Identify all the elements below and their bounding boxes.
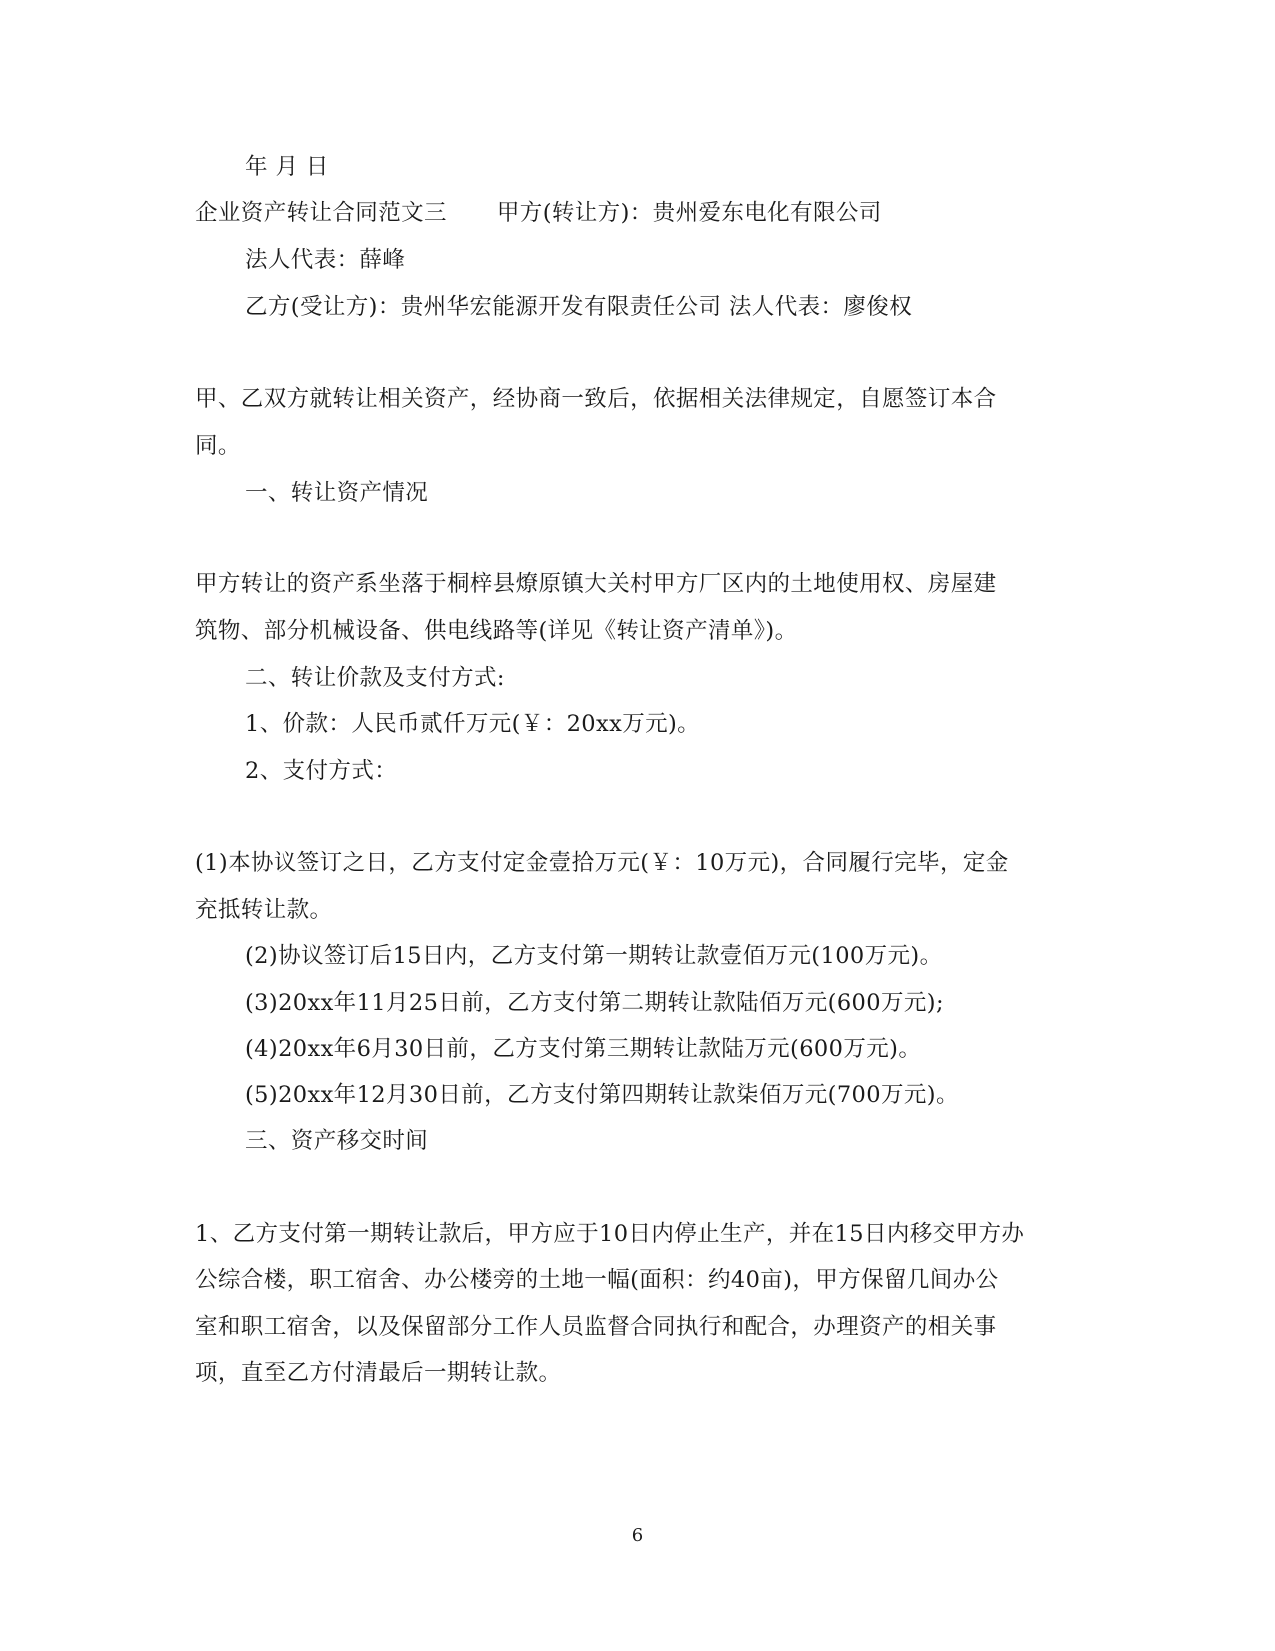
section-3-heading: 三、资产移交时间 [245,1128,429,1154]
payment-item-1-line-1: (1)本协议签订之日，乙方支付定金壹拾万元(￥：10万元)，合同履行完毕，定金 [195,850,1009,876]
payment-item-4: (4)20xx年6月30日前，乙方支付第三期转让款陆万元(600万元)。 [245,1036,922,1062]
section-3-line-1: 1、乙方支付第一期转让款后，甲方应于10日内停止生产，并在15日内移交甲方办 [195,1221,1025,1247]
date-line: 年 月 日 [245,154,329,180]
document-title: 企业资产转让合同范文三 [195,200,447,226]
title-line [195,198,882,228]
payment-item-5: (5)20xx年12月30日前，乙方支付第四期转让款柒佰万元(700万元)。 [245,1082,959,1108]
section-1-line-1: 甲方转让的资产系坐落于桐梓县燎原镇大关村甲方厂区内的土地使用权、房屋建 [195,571,997,597]
section-3-line-4: 项，直至乙方付清最后一期转让款。 [195,1360,562,1386]
page-number: 6 [631,1525,644,1546]
intro-line-1: 甲、乙双方就转让相关资产，经协商一致后，依据相关法律规定，自愿签订本合 [195,386,997,412]
party-b: 乙方(受让方)：贵州华宏能源开发有限责任公司 法人代表：廖俊权 [245,294,913,320]
payment-item-2: (2)协议签订后15日内，乙方支付第一期转让款壹佰万元(100万元)。 [245,943,943,969]
section-3-line-2: 公综合楼，职工宿舍、办公楼旁的土地一幅(面积：约40亩)，甲方保留几间办公 [195,1267,999,1293]
section-1-line-2: 筑物、部分机械设备、供电线路等(详见《转让资产清单》)。 [195,618,798,644]
payment-item-1-line-2: 充抵转让款。 [195,897,333,923]
section-2-heading: 二、转让价款及支付方式: [245,665,505,691]
payment-method-heading: 2、支付方式： [245,758,398,784]
intro-line-2: 同。 [195,433,241,459]
section-1-heading: 一、转让资产情况 [245,480,429,506]
section-3-line-3: 室和职工宿舍，以及保留部分工作人员监督合同执行和配合，办理资产的相关事 [195,1314,997,1340]
price-line: 1、价款：人民币贰仟万元(￥：20xx万元)。 [245,711,701,737]
party-a-representative: 法人代表：薛峰 [245,247,406,273]
payment-item-3: (3)20xx年11月25日前，乙方支付第二期转让款陆佰万元(600万元); [245,990,944,1016]
party-a: 甲方(转让方)：贵州爱东电化有限公司 [496,200,882,226]
